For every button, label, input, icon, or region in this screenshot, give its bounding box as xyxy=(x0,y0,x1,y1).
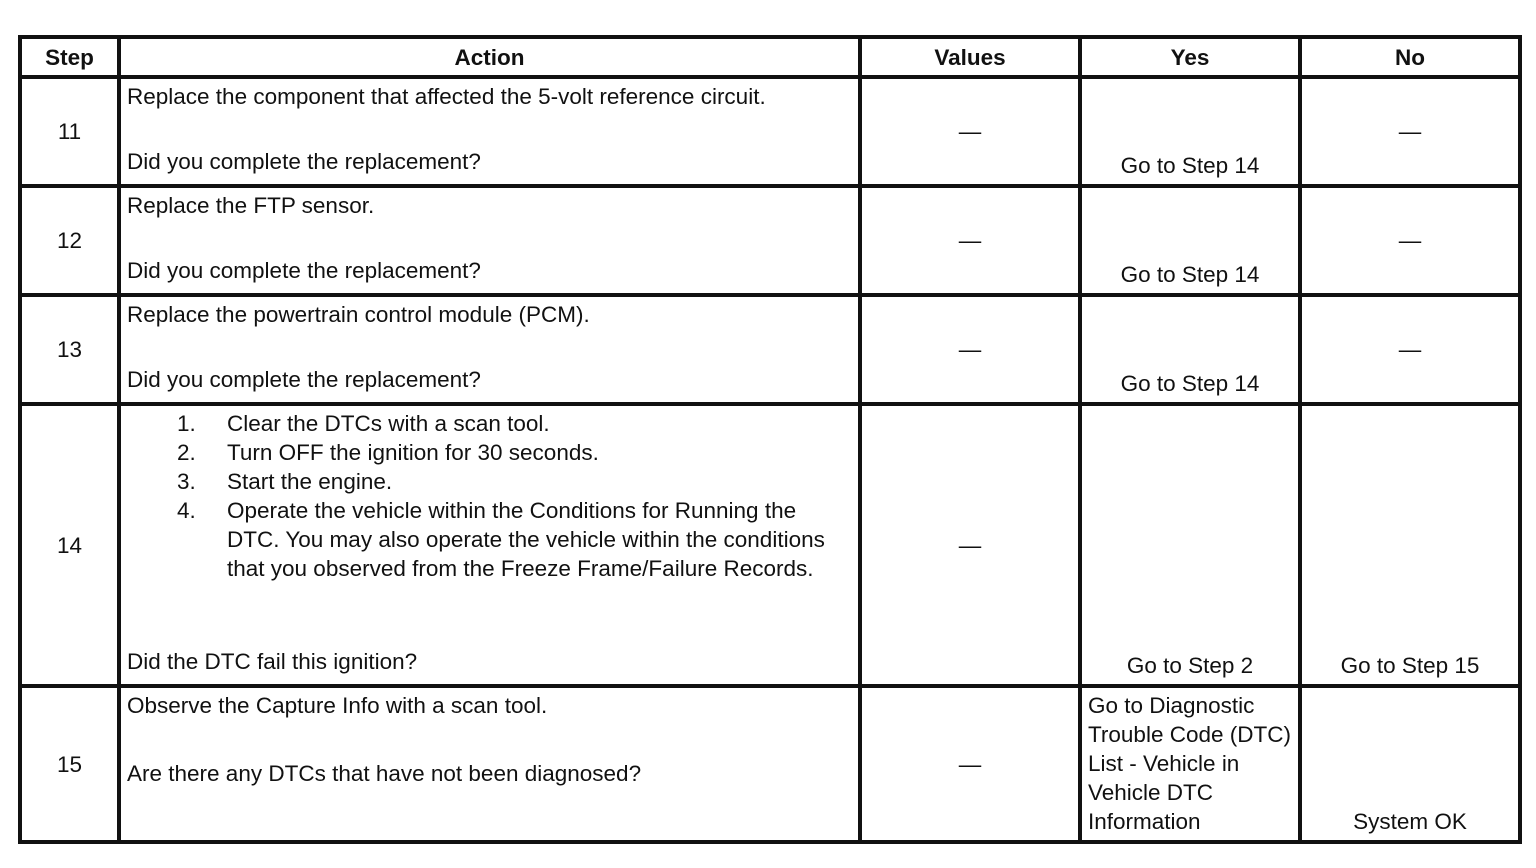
table-row-step-14 xyxy=(20,404,1520,686)
action-instruction: Replace the powertrain control module (PCM). xyxy=(127,302,590,327)
diagnostic-table xyxy=(18,35,1522,844)
step-number: 14 xyxy=(20,404,119,686)
yes-cell: Go to Step 14 xyxy=(1080,186,1300,295)
action-question: Did you complete the replacement? xyxy=(127,149,481,174)
values-cell: — xyxy=(860,686,1080,842)
header-row xyxy=(20,37,1520,77)
action-cell xyxy=(119,77,860,186)
step-number: 15 xyxy=(20,686,119,842)
values-cell: — xyxy=(860,295,1080,404)
header-step: Step xyxy=(20,37,119,77)
table-row-step-11 xyxy=(20,77,1520,186)
table-row-step-13 xyxy=(20,295,1520,404)
action-instruction: Observe the Capture Info with a scan tool. xyxy=(127,693,548,718)
action-instruction: Replace the FTP sensor. xyxy=(127,193,375,218)
step-number: 12 xyxy=(20,186,119,295)
no-cell: — xyxy=(1300,295,1520,404)
step-number: 11 xyxy=(20,77,119,186)
list-item: 3. Start the engine. xyxy=(177,469,393,494)
list-item: 2. Turn OFF the ignition for 30 seconds. xyxy=(177,440,599,465)
action-question: Did the DTC fail this ignition? xyxy=(127,649,418,674)
action-steps-list xyxy=(127,409,852,583)
no-cell: System OK xyxy=(1300,686,1520,842)
values-cell: — xyxy=(860,404,1080,686)
yes-cell: Go to Step 2 xyxy=(1080,404,1300,686)
yes-cell: Go to Diagnostic Trouble Code (DTC) List - Vehicle in Vehicle DTC Information xyxy=(1080,686,1300,842)
header-values: Values xyxy=(860,37,1080,77)
no-cell: Go to Step 15 xyxy=(1300,404,1520,686)
yes-cell: Go to Step 14 xyxy=(1080,295,1300,404)
no-cell: — xyxy=(1300,77,1520,186)
action-question: Are there any DTCs that have not been diagnosed? xyxy=(127,761,642,786)
table-row-step-12 xyxy=(20,186,1520,295)
action-question: Did you complete the replacement? xyxy=(127,367,481,392)
table-row-step-15 xyxy=(20,686,1520,842)
step-number: 13 xyxy=(20,295,119,404)
header-action: Action xyxy=(119,37,860,77)
list-item: 1. Clear the DTCs with a scan tool. xyxy=(177,411,550,436)
action-instruction: Replace the component that affected the 5-volt reference circuit. xyxy=(127,84,766,109)
action-cell xyxy=(119,295,860,404)
yes-cell: Go to Step 14 xyxy=(1080,77,1300,186)
values-cell: — xyxy=(860,186,1080,295)
values-cell: — xyxy=(860,77,1080,186)
list-item: 4. Operate the vehicle within the Conditions for Running the DTC. You may also operate the vehicle within the conditions that you observed from the Freeze Frame/Failure Records. xyxy=(177,498,825,581)
header-no: No xyxy=(1300,37,1520,77)
action-question: Did you complete the replacement? xyxy=(127,258,481,283)
action-cell xyxy=(119,404,860,686)
action-cell xyxy=(119,186,860,295)
no-cell: — xyxy=(1300,186,1520,295)
action-cell xyxy=(119,686,860,842)
header-yes: Yes xyxy=(1080,37,1300,77)
